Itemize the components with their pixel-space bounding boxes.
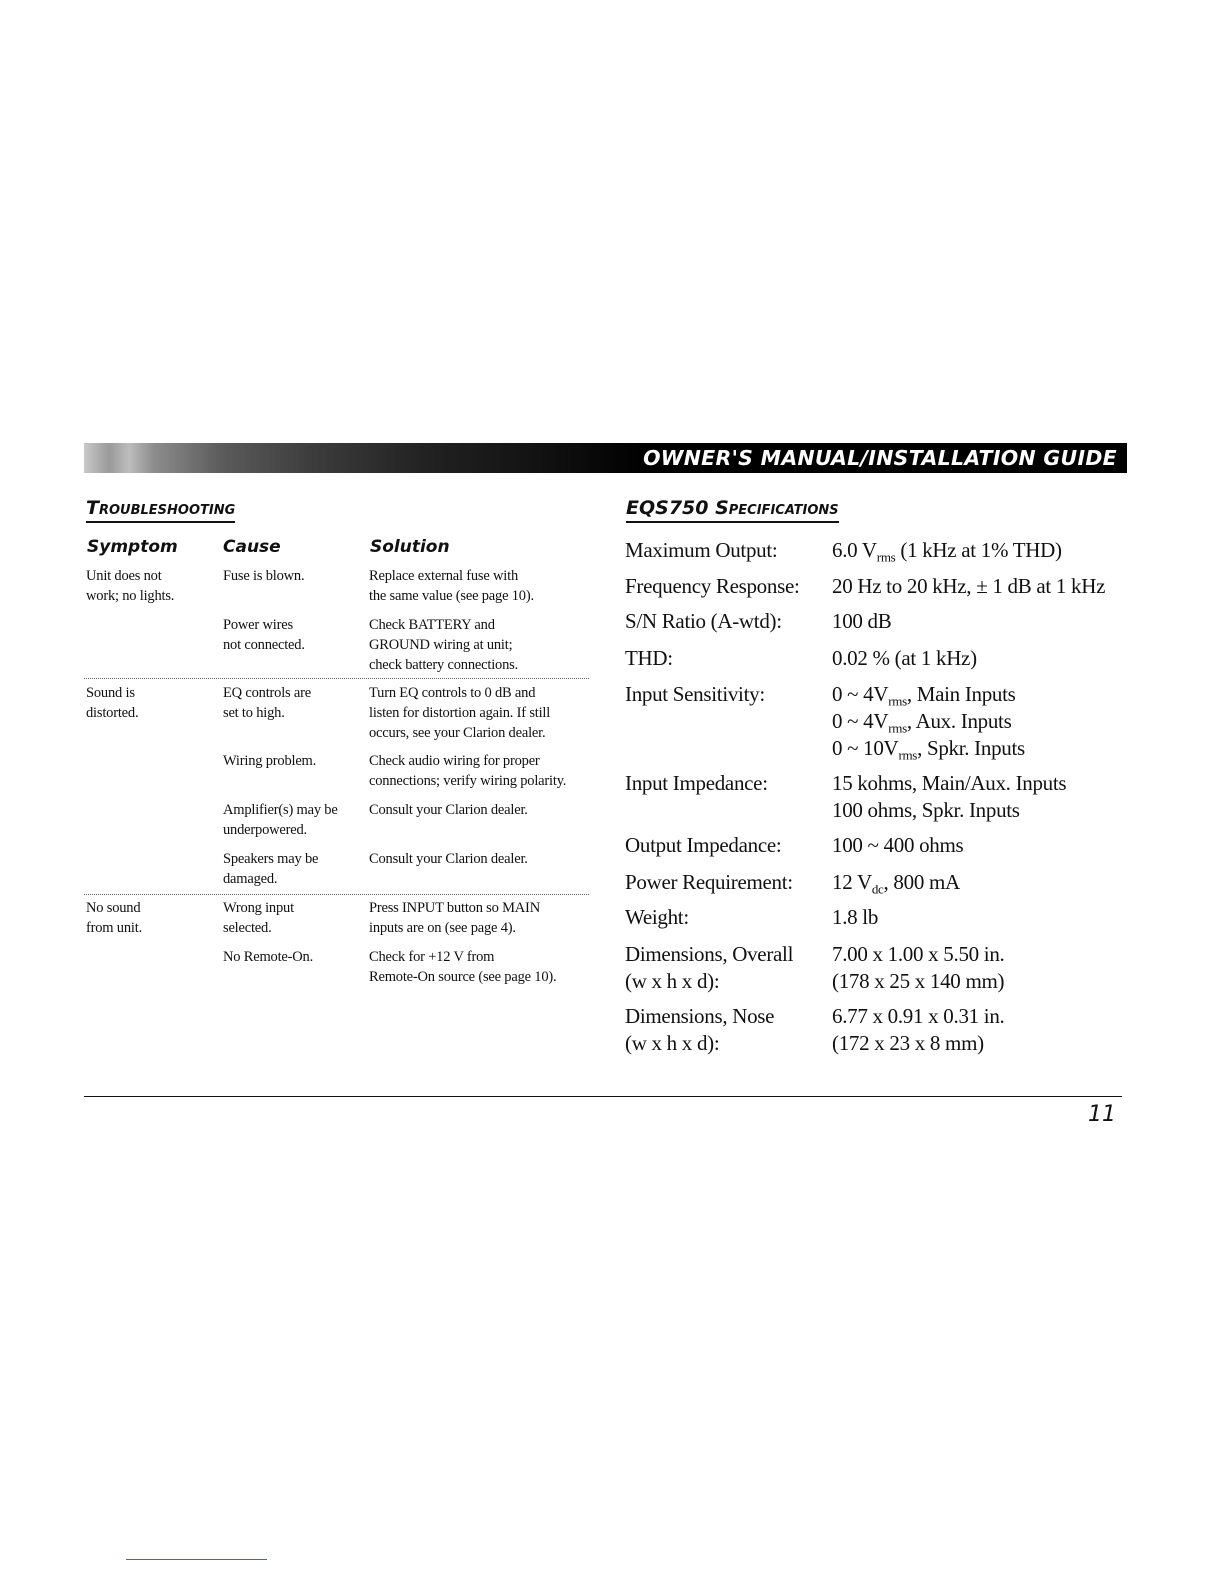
- symptom-cell: Sound is distorted.: [86, 685, 139, 721]
- troubleshooting-title: Troubleshooting: [86, 497, 235, 523]
- spec-value: 15 kohms, Main/Aux. Inputs 100 ohms, Spkr. Inputs: [832, 771, 1067, 822]
- spec-value: 1.8 lb: [832, 905, 879, 929]
- solution-cell: Press INPUT button so MAIN inputs are on (see page 4).: [369, 900, 540, 936]
- spec-value: 0 ~ $4V_{rms}$, Aux. Inputs: [832, 709, 1012, 736]
- solution-cell: Check audio wiring for proper connections; verify wiring polarity.: [369, 753, 567, 789]
- cause-cell: EQ controls are set to high.: [223, 685, 311, 721]
- spec-value: 0 ~ $4V_{rms}$, Main Inputs: [832, 682, 1016, 709]
- symptom-cell: Unit does not work; no lights.: [86, 568, 175, 604]
- row-divider: [84, 894, 589, 895]
- spec-label: Input Impedance:: [625, 771, 768, 795]
- header-title: OWNER'S MANUAL/INSTALLATION GUIDE: [643, 446, 1117, 470]
- spec-label: Frequency Response:: [625, 574, 800, 598]
- page-number: 11: [1088, 1102, 1116, 1127]
- cause-cell: No Remote-On.: [223, 949, 314, 965]
- cause-cell: Amplifier(s) may be underpowered.: [223, 802, 338, 838]
- spec-value: 0.02 % (at 1 kHz): [832, 646, 977, 670]
- spec-value: 6.0 $V_{rms}$ (1 kHz at 1% THD): [832, 538, 1062, 565]
- solution-cell: Check for +12 V from Remote-On source (see page 10).: [369, 949, 557, 985]
- link-underline: [126, 1559, 267, 1560]
- spec-label: Input Sensitivity:: [625, 682, 765, 706]
- row-divider: [84, 678, 589, 679]
- solution-cell: Consult your Clarion dealer.: [369, 851, 528, 867]
- solution-cell: Turn EQ controls to 0 dB and listen for distortion again. If still occurs, see your Clarion dealer.: [369, 685, 551, 741]
- spec-value: 100 ~ 400 ohms: [832, 833, 964, 857]
- solution-cell: Consult your Clarion dealer.: [369, 802, 528, 818]
- spec-value: 6.77 x 0.91 x 0.31 in. (172 x 23 x 8 mm): [832, 1004, 1005, 1055]
- spec-label: THD:: [625, 646, 673, 670]
- spec-label: Maximum Output:: [625, 538, 778, 562]
- spec-label: Output Impedance:: [625, 833, 782, 857]
- header-banner: [84, 443, 1127, 473]
- solution-cell: Replace external fuse with the same value (see page 10).: [369, 568, 534, 604]
- cause-cell: Speakers may be damaged.: [223, 851, 319, 887]
- spec-label: Dimensions, Overall (w x h x d):: [625, 942, 794, 993]
- cause-cell: Wrong input selected.: [223, 900, 294, 936]
- footer-rule: [84, 1096, 1122, 1097]
- cause-cell: Fuse is blown.: [223, 568, 305, 584]
- cause-cell: Wiring problem.: [223, 753, 317, 769]
- specifications-title: EQS750 Specifications: [626, 497, 839, 523]
- spec-value: 20 Hz to 20 kHz, ± 1 dB at 1 kHz: [832, 574, 1106, 598]
- cause-cell: Power wires not connected.: [223, 617, 305, 653]
- cause-column-header: Cause: [223, 537, 281, 557]
- solution-column-header: Solution: [370, 537, 450, 557]
- spec-value: 0 ~ $10V_{rms}$, Spkr. Inputs: [832, 736, 1025, 763]
- symptom-cell: No sound from unit.: [86, 900, 142, 936]
- spec-value: 12 $V_{dc}$, 800 mA: [832, 870, 960, 897]
- spec-label: Weight:: [625, 905, 689, 929]
- spec-label: Power Requirement:: [625, 870, 793, 894]
- solution-cell: Check BATTERY and GROUND wiring at unit; check battery connections.: [369, 617, 518, 673]
- symptom-column-header: Symptom: [87, 537, 178, 557]
- spec-value: 7.00 x 1.00 x 5.50 in. (178 x 25 x 140 mm): [832, 942, 1005, 993]
- spec-value: 100 dB: [832, 609, 892, 633]
- spec-label: Dimensions, Nose (w x h x d):: [625, 1004, 775, 1055]
- spec-label: S/N Ratio (A-wtd):: [625, 609, 782, 633]
